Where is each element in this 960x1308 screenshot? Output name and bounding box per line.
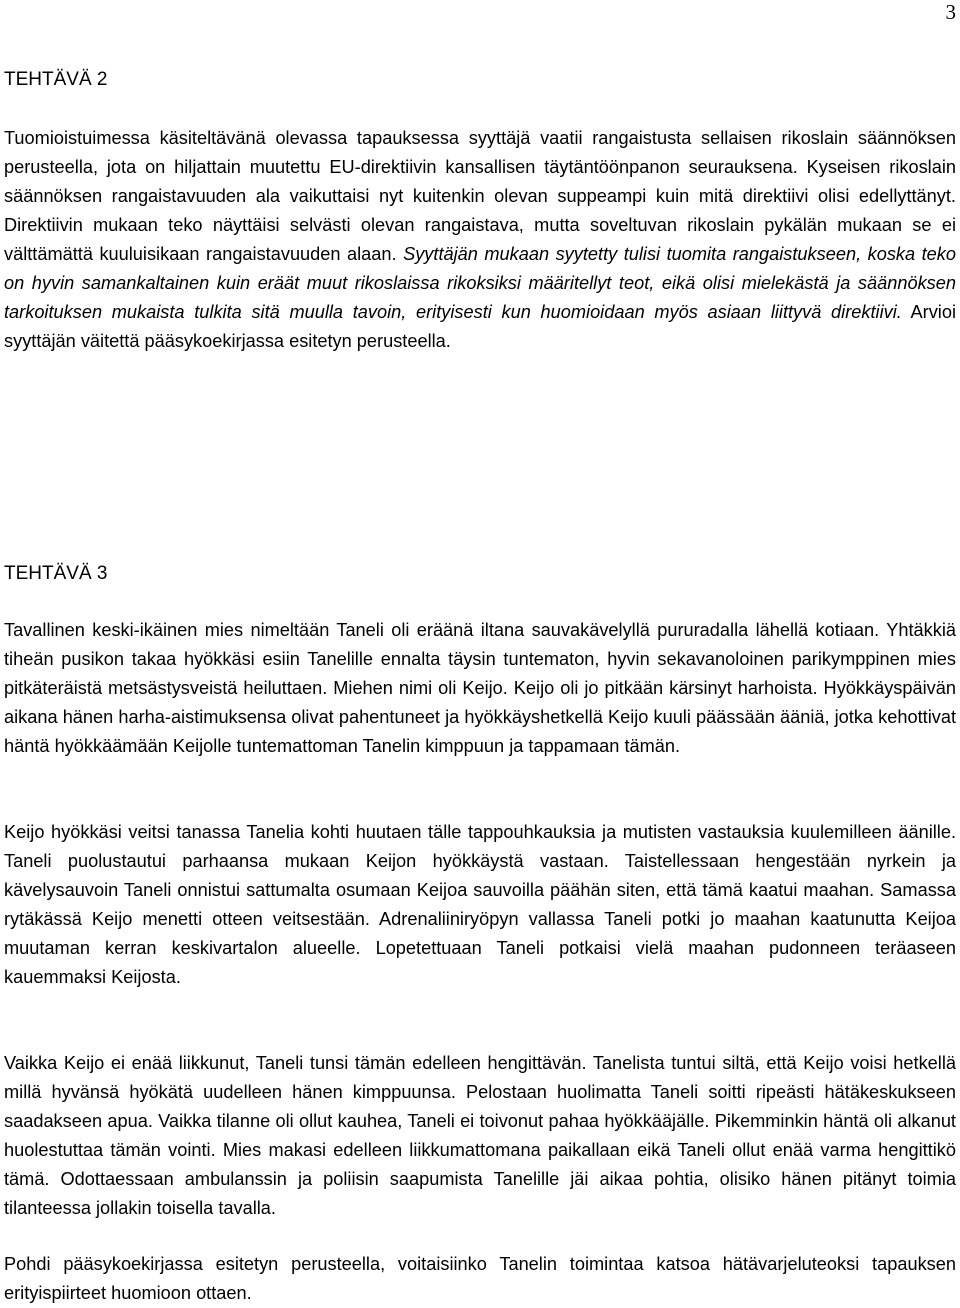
task-2-paragraph <box>4 124 956 356</box>
task-3-paragraph-2: Keijo hyökkäsi veitsi tanassa Tanelia kohti huutaen tälle tappouhkauksia ja mutisten vastauksia kuulemilleen äänille. Taneli puolustautui parhaansa mukaan Keijon hyökkäystä vastaan. Taistellessaan hengestään nyrkein ja kävelysauvoin Taneli onnistui sattumalta osumaan Keijoa sauvoilla päähän siten, että tämä kaatui maahan. Samassa rytäkässä Keijo menetti otteen veitsestään. Adrenaliiniryöpyn vallassa Taneli potki jo maahan kaatunutta Keijoa muutaman kerran keskivartalon alueelle. Lopetettuaan Taneli potkaisi vielä maahan pudonneen teräaseen kauemmaksi Keijosta. <box>4 822 956 987</box>
page-number: 3 <box>945 0 956 24</box>
task-2-text: Tuomioistuimessa käsiteltävänä olevassa tapauksessa syyttäjä vaatii rangaistusta sellaisen rikoslain säännöksen perusteella, jota on hiljattain muutettu EU-direktiivin kansallisen täytäntöönpanon seurauksena. Kyseisen rikoslain säännöksen rangaistavuuden ala vaikuttaisi nyt kuitenkin olevan suppeampi kuin mitä direktiivi olisi edellyttänyt. Direktiivin mukaan teko näyttäisi selvästi olevan rangaistava, mutta soveltuvan rikoslain pykälän mukaan se ei välttämättä kuuluisikaan rangaistavuuden alaan. <box>4 128 956 264</box>
task-2-heading: TEHTÄVÄ 2 <box>4 69 108 90</box>
task-2-instruction: Arvioi syyttäjän väitettä pääsykoekirjassa esitetyn perusteella. <box>4 302 956 351</box>
task-2-italic-text: Syyttäjän mukaan syytetty tulisi tuomita rangaistukseen, koska teko on hyvin samankaltainen kuin eräät muut rikoslaissa rikoksiksi määritellyt teot, eikä olisi mielekästä ja säännöksen tarkoituksen mukaista tulkita sitä muulla tavoin, erityisesti kun huomioidaan myös asiaan liittyvä direktiivi. <box>4 244 956 322</box>
task-3-paragraph-3: Vaikka Keijo ei enää liikkunut, Taneli tunsi tämän edelleen hengittävän. Tanelista tuntui siltä, että Keijo voisi hetkellä millä hyvänsä hyökätä uudelleen hänen kimppuunsa. Pelostaan huolimatta Taneli soitti ripeästi hätäkeskukseen saadakseen apua. Vaikka tilanne oli ollut kauhea, Taneli ei toivonut pahaa hyökkääjälle. Pikemminkin häntä oli alkanut huolestuttaa tämän vointi. Mies makasi edelleen liikkumattomana paikallaan eikä Taneli ollut enää varma hengittikö tämä. Odottaessaan ambulanssin ja poliisin saapumista Tanelille jäi aikaa pohtia, olisiko hänen pitänyt toimia tilanteessa jollakin toisella tavalla. <box>4 1053 956 1218</box>
task-3-heading: TEHTÄVÄ 3 <box>4 563 108 584</box>
task-3-paragraph-1: Tavallinen keski-ikäinen mies nimeltään Taneli oli eräänä iltana sauvakävelyllä pururadalla lähellä kotiaan. Yhtäkkiä tiheän pusikon takaa hyökkäsi esiin Tanelille ennalta täysin tuntematon, hyvin sekavanoloinen parikymppinen mies pitkäteräistä metsästysveistä heiluttaen. Miehen nimi oli Keijo. Keijo oli jo pitkään kärsinyt harhoista. Hyökkäyspäivän aikana hänen harha-aistimuksensa olivat pahentuneet ja hyökkäyshetkellä Keijo kuuli päässään ääniä, jotka kehottivat häntä hyökkäämään Keijolle tuntemattoman Tanelin kimppuun ja tappamaan tämän. <box>4 620 956 756</box>
task-3-paragraph-4: Pohdi pääsykoekirjassa esitetyn perusteella, voitaisiinko Tanelin toimintaa katsoa hätävarjeluteoksi tapauksen erityispiirteet huomioon ottaen. <box>4 1254 956 1303</box>
